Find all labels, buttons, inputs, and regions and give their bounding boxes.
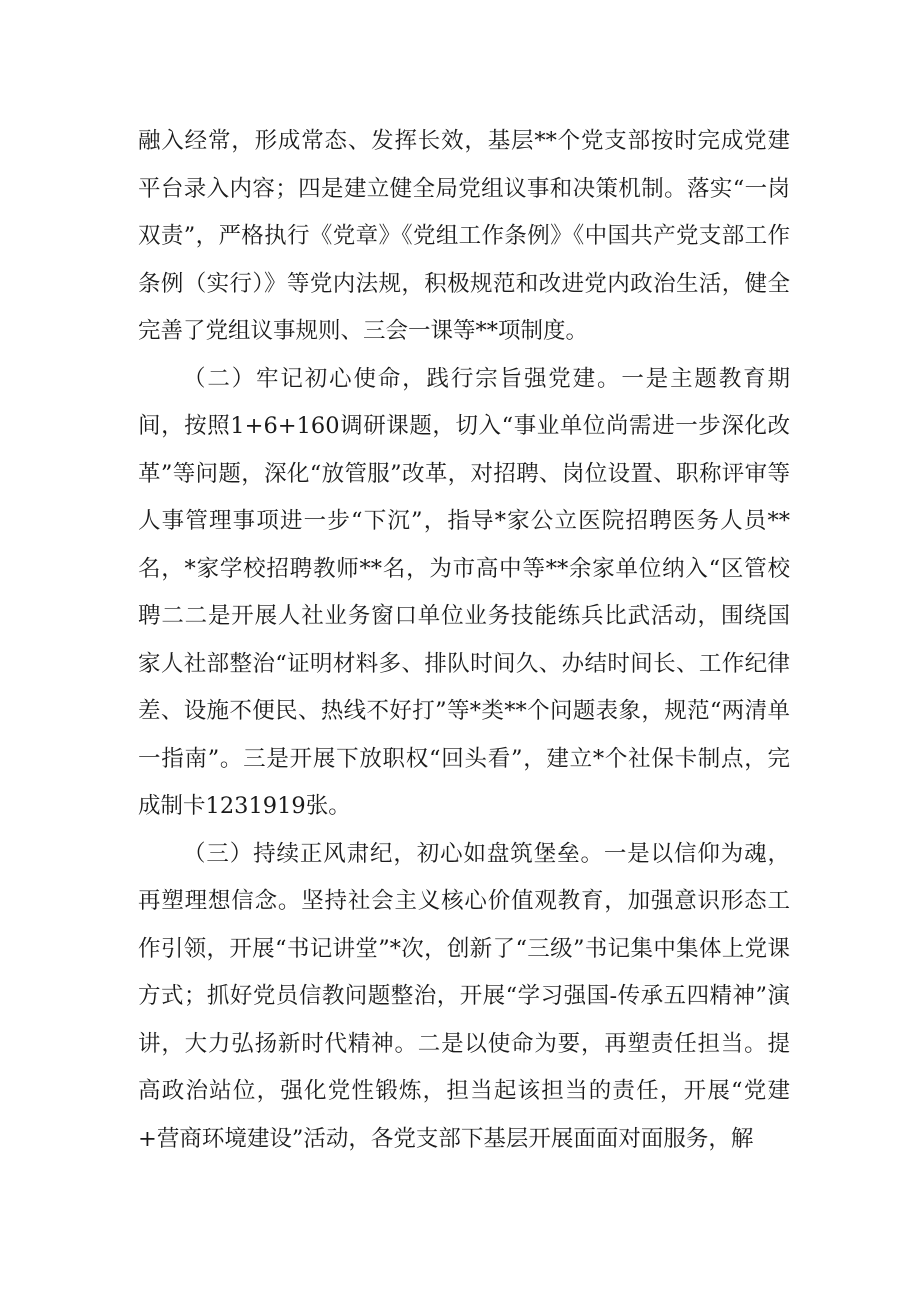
paragraph-section-three: （三）持续正风肃纪，初心如盘筑堡垒。一是以信仰为魂，再塑理想信念。坚持社会主义核心价值观教育，加强意识形态工作引领，开展“书记讲堂”*次，创新了“三级”书记集中集体上党课方式；抓好党员信教问题整治，开展“学习强国-传承五四精神”演讲，大力弘扬新时代精神。二是以使命为要，再塑责任担当。提高政治站位，强化党性锻炼，担当起该担当的责任，开展“党建+营商环境建设”活动，各党支部下基层开展面面对面服务，解 — [138, 840, 790, 1152]
paragraph-section-two: （二）牢记初心使命，践行宗旨强党建。一是主题教育期间，按照1+6+160调研课题，切入“事业单位尚需进一步深化改革”等问题，深化“放管服”改革，对招聘、岗位设置、职称评审等人事管理事项进一步“下沉”，指导*家公立医院招聘医务人员**名，*家学校招聘教师**名，为市高中等**余家单位纳入“区管校聘二二是开展人社业务窗口单位业务技能练兵比武活动，围绕国家人社部整治“证明材料多、排队时间久、办结时间长、工作纪律差、设施不便民、热线不好打”等*类**个问题表象，规范“两清单一指南”。三是开展下放职权“回头看”，建立*个社保卡制点，完成制卡1231919张。 — [138, 365, 790, 819]
paragraph-continuation: 融入经常，形成常态、发挥长效，基层**个党支部按时完成党建平台录入内容；四是建立健全局党组议事和决策机制。落实“一岗双责”，严格执行《党章》《党组工作条例》《中国共产党支部工作条例（实行）》等党内法规，积极规范和改进党内政治生活，健全完善了党组议事规则、三会一课等**项制度。 — [138, 128, 790, 344]
document-page — [138, 118, 790, 1163]
